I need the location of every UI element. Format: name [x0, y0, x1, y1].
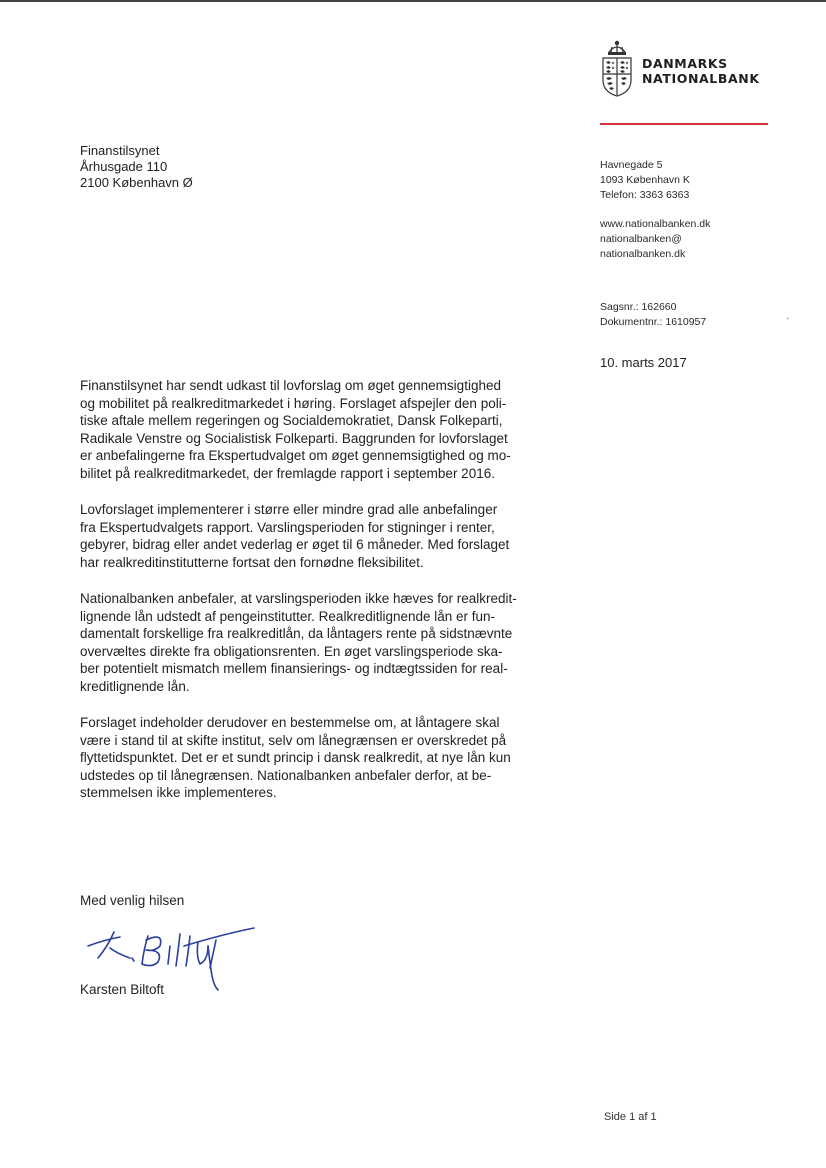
body-line: og mobilitet på realkreditmarkedet i høring. Forslaget afspejler den poli-: [80, 395, 507, 411]
top-border: [0, 0, 826, 2]
recipient-street: Århusgade 110: [80, 159, 168, 174]
bank-logo: [600, 38, 790, 100]
body-line: fra Ekspertudvalgets rapport. Varslingsperioden for stigninger i renter,: [80, 519, 495, 535]
sender-website: www.nationalbanken.dk: [600, 218, 711, 230]
case-number: Sagsnr.: 162660: [600, 301, 677, 313]
paragraph-2: [80, 501, 580, 571]
recipient-name: Finanstilsynet: [80, 143, 160, 158]
body-line: udstedes op til lånegrænsen. Nationalbanken anbefaler derfor, at be-: [80, 767, 492, 783]
body-line: Nationalbanken anbefaler, at varslingsperioden ikke hæves for realkredit-: [80, 591, 517, 606]
accent-divider: [600, 123, 768, 125]
body-line: lignende lån udstedt af pengeinstitutter. Realkreditlignende lån er fun-: [80, 608, 496, 624]
paragraph-4: [80, 714, 580, 802]
body-line: bilitet på realkreditmarkedet, der fremlagde rapport i september 2016.: [80, 465, 495, 481]
letter-date: 10. marts 2017: [600, 355, 687, 370]
body-line: er anbefalingerne fra Ekspertudvalget om øget gennemsigtighed og mo-: [80, 448, 511, 463]
sender-email-line1: nationalbanken@: [600, 233, 682, 245]
sender-details: [600, 158, 710, 330]
bank-name-line1: DANMARKS: [642, 56, 728, 71]
recipient-city: 2100 København Ø: [80, 175, 193, 190]
body-line: tiske aftale mellem regeringen og Socialdemokratiet, Dansk Folkeparti,: [80, 413, 503, 428]
bank-name-line2: NATIONALBANK: [642, 71, 760, 86]
body-line: har realkreditinstitutterne fortsat den fornødne fleksibilitet.: [80, 554, 424, 570]
stray-mark: ': [787, 316, 789, 326]
body-line: kreditlignende lån.: [80, 678, 190, 694]
letter-body: [80, 377, 580, 821]
bank-name: [642, 56, 760, 86]
sender-email-line2: nationalbanken.dk: [600, 248, 686, 260]
signer-name: Karsten Biltoft: [80, 982, 165, 997]
sender-city: 1093 København K: [600, 174, 690, 186]
document-number: Dokumentnr.: 1610957: [600, 316, 707, 328]
body-line: overvæltes direkte fra obligationsrenten. En øget varslingsperiode ska-: [80, 643, 503, 659]
body-line: gebyrer, bidrag eller andet vederlag er øget til 6 måneder. Med forslaget: [80, 537, 510, 552]
body-line: Forslaget indeholder derudover en bestemmelse om, at låntagere skal: [80, 715, 500, 730]
body-line: damentalt forskellige fra realkreditlån, da låntagers rente på sidstnævnte: [80, 626, 513, 641]
body-line: være i stand til at skifte institut, selv om lånegrænsen er overskredet på: [80, 732, 507, 748]
body-line: ber potentielt mismatch mellem finansierings- og indtægtssiden for real-: [80, 661, 508, 676]
body-line: flyttetidspunktet. Det er et sundt princip i dansk realkredit, at nye lån kun: [80, 750, 511, 765]
paragraph-3: [80, 590, 580, 695]
sender-phone: Telefon: 3363 6363: [600, 189, 690, 201]
sender-street: Havnegade 5: [600, 159, 663, 171]
body-line: Radikale Venstre og Socialistisk Folkeparti. Baggrunden for lovforslaget: [80, 430, 508, 446]
page-number: Side 1 af 1: [604, 1111, 657, 1123]
coat-of-arms-icon: [600, 38, 634, 98]
body-line: Lovforslaget implementerer i større eller mindre grad alle anbefalinger: [80, 502, 498, 517]
body-line: stemmelsen ikke implementeres.: [80, 785, 277, 800]
body-line: Finanstilsynet har sendt udkast til lovforslag om øget gennemsigtighed: [80, 378, 501, 393]
closing-salutation: Med venlig hilsen: [80, 893, 185, 908]
recipient-address: [80, 143, 193, 191]
paragraph-1: [80, 377, 580, 482]
